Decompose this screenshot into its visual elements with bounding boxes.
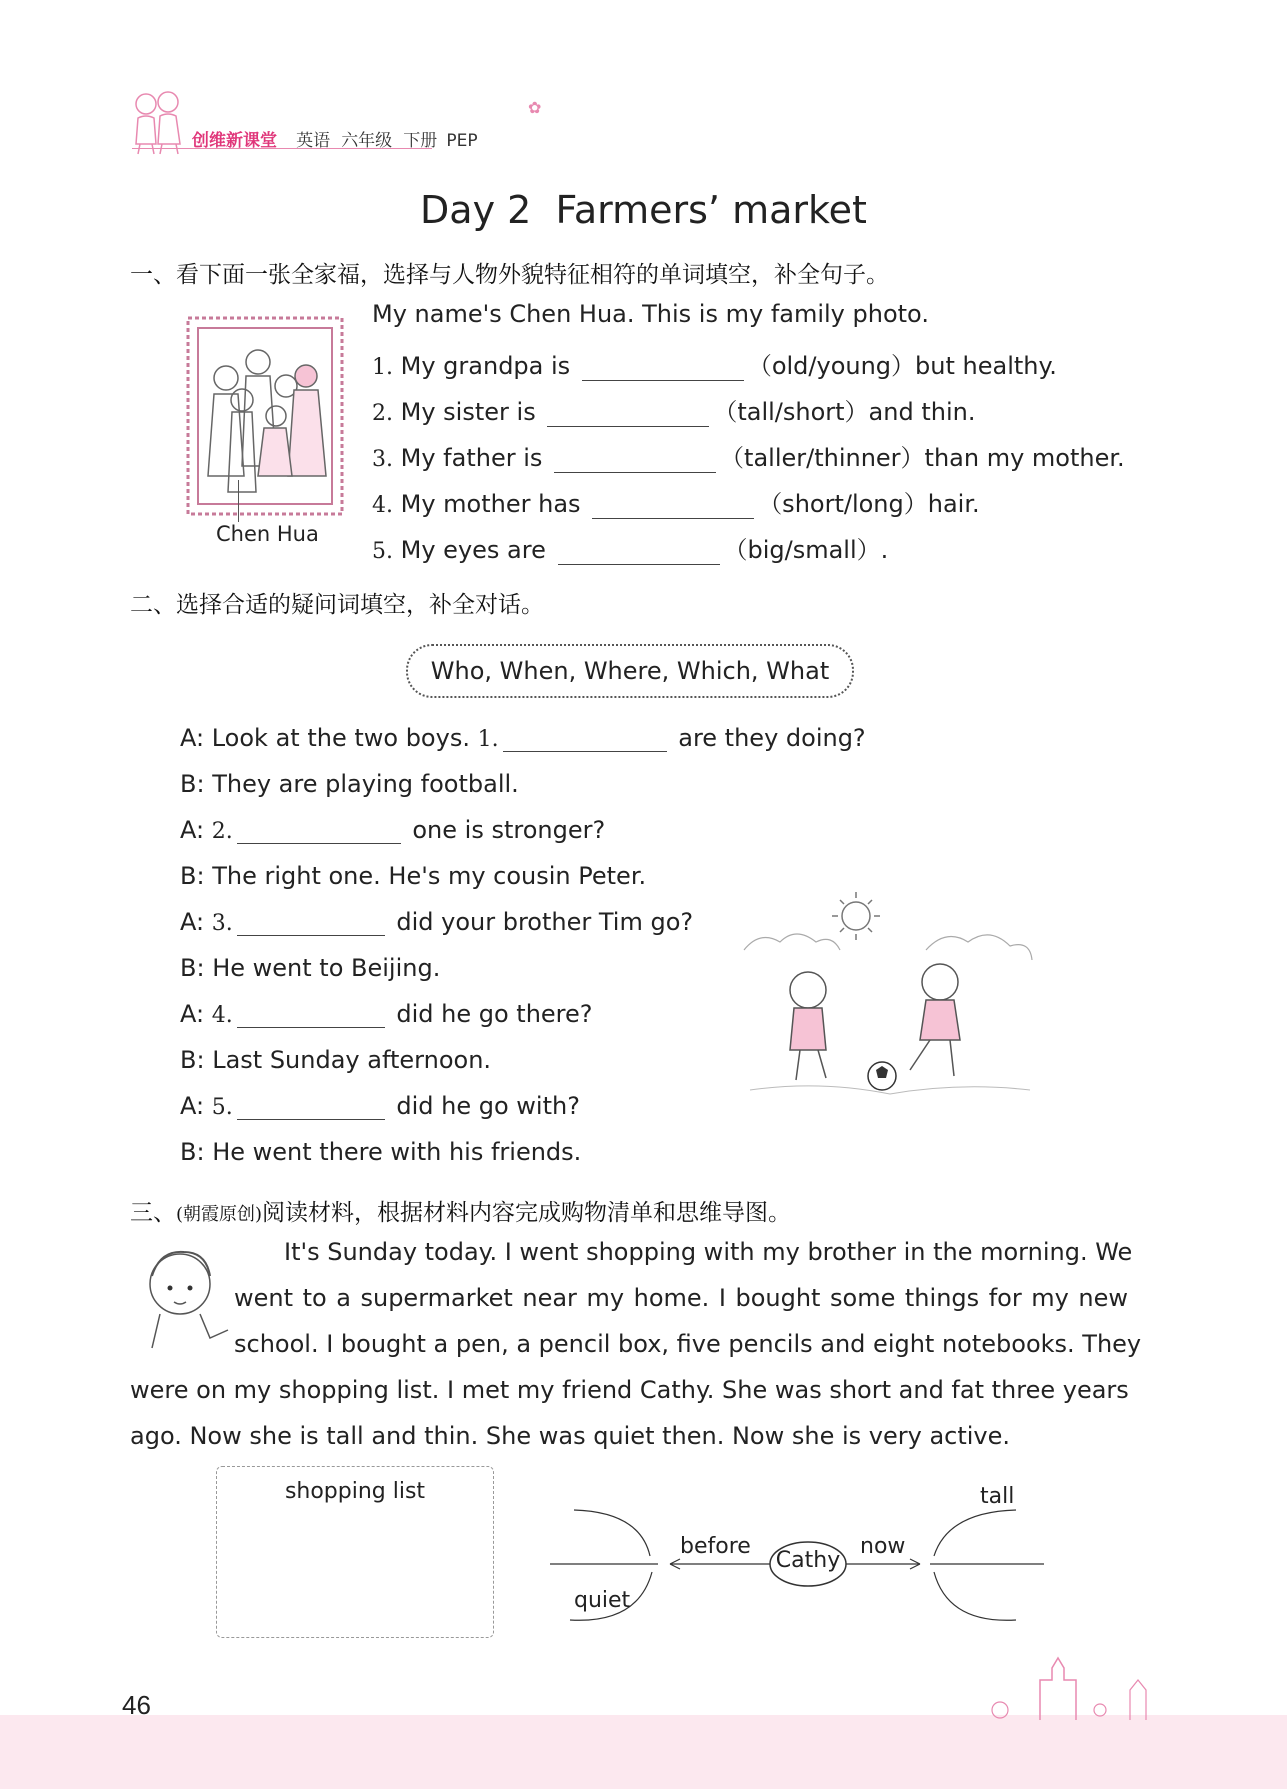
answer-blank-3[interactable] bbox=[554, 446, 716, 473]
question-4: 4. My mother has （short/long）hair. bbox=[372, 490, 980, 518]
caption-pointer bbox=[238, 480, 239, 522]
mindmap-center: Cathy bbox=[775, 1548, 841, 1573]
dialog-line-7: A: 4. did he go there? bbox=[180, 1000, 593, 1028]
header-volume: 下册 bbox=[403, 131, 438, 151]
shopping-list-box[interactable] bbox=[216, 1466, 494, 1638]
photo-caption: Chen Hua bbox=[216, 522, 319, 546]
kids-logo-icon bbox=[128, 88, 190, 156]
section2-heading: 二、选择合适的疑问词填空，补全对话。 bbox=[130, 592, 544, 618]
family-photo bbox=[186, 316, 344, 516]
dialog-line-5: A: 3. did your brother Tim go? bbox=[180, 908, 694, 936]
dialog-blank-1[interactable] bbox=[503, 725, 667, 752]
boy-portrait bbox=[140, 1240, 232, 1350]
answer-blank-1[interactable] bbox=[582, 354, 744, 381]
passage-line-3: school. I bought a pen, a pencil box, five pencils and eight notebooks. They bbox=[234, 1330, 1142, 1358]
answer-blank-4[interactable] bbox=[592, 492, 754, 519]
heading-tag: (朝霞原创) bbox=[176, 1204, 263, 1225]
football-illustration bbox=[740, 890, 1036, 1100]
answer-blank-5[interactable] bbox=[558, 538, 720, 565]
dialog-line-3: A: 2. one is stronger? bbox=[180, 816, 606, 844]
header-edition: PEP bbox=[446, 131, 478, 151]
mindmap-quiet: quiet bbox=[574, 1588, 631, 1613]
mindmap bbox=[540, 1476, 1060, 1636]
passage-line-4: were on my shopping list. I met my friend Cathy. She was short and fat three years bbox=[130, 1376, 1129, 1404]
question-3: 3. My father is （taller/thinner）than my mother. bbox=[372, 444, 1125, 472]
dialog-line-8: B: Last Sunday afternoon. bbox=[180, 1046, 492, 1074]
passage-line-5: ago. Now she is tall and thin. She was quiet then. Now she is very active. bbox=[130, 1422, 1011, 1450]
mindmap-now-label: now bbox=[860, 1534, 906, 1559]
castle-decoration-icon bbox=[960, 1650, 1160, 1720]
dialog-blank-5[interactable] bbox=[237, 1093, 385, 1120]
dialog-line-9: A: 5. did he go with? bbox=[180, 1092, 580, 1120]
passage-line-2: went to a supermarket near my home. I bought some things for my new bbox=[234, 1284, 1128, 1312]
dialog-line-6: B: He went to Beijing. bbox=[180, 954, 441, 982]
question-1: 1. My grandpa is （old/young）but healthy. bbox=[372, 352, 1057, 380]
question-5: 5. My eyes are （big/small）. bbox=[372, 536, 889, 564]
header-bar bbox=[192, 126, 478, 151]
mindmap-tall: tall bbox=[980, 1484, 1015, 1509]
dialog-line-4: B: The right one. He's my cousin Peter. bbox=[180, 862, 647, 890]
word-bank-text: Who, When, Where, Which, What bbox=[430, 657, 830, 685]
dialog-line-2: B: They are playing football. bbox=[180, 770, 519, 798]
dialog-line-1: A: Look at the two boys. 1. are they doing? bbox=[180, 724, 866, 752]
page-title: Day 2 Farmers’ market bbox=[420, 188, 867, 232]
dialog-line-10: B: He went there with his friends. bbox=[180, 1138, 582, 1166]
header-logo bbox=[128, 88, 190, 156]
dialog-blank-2[interactable] bbox=[237, 817, 401, 844]
header-grade: 六年级 bbox=[341, 131, 393, 151]
shopping-list-title: shopping list bbox=[284, 1479, 426, 1504]
page-number: 46 bbox=[122, 1690, 151, 1720]
word-bank bbox=[406, 644, 854, 698]
dialog-blank-4[interactable] bbox=[237, 1001, 385, 1028]
mindmap-before-label: before bbox=[680, 1534, 751, 1559]
section1-intro: My name's Chen Hua. This is my family photo. bbox=[372, 300, 929, 328]
flower-icon: ✿ bbox=[528, 98, 542, 117]
dialog-blank-3[interactable] bbox=[237, 909, 385, 936]
question-2: 2. My sister is （tall/short）and thin. bbox=[372, 398, 976, 426]
answer-blank-2[interactable] bbox=[547, 400, 709, 427]
section1-heading: 一、看下面一张全家福，选择与人物外貌特征相符的单词填空，补全句子。 bbox=[130, 262, 889, 288]
header-subject: 英语 bbox=[296, 131, 331, 151]
footer-band bbox=[0, 1715, 1287, 1789]
passage-line-1: It's Sunday today. I went shopping with my brother in the morning. We bbox=[284, 1238, 1133, 1266]
header-brand: 创维新课堂 bbox=[192, 131, 277, 151]
section3-heading: 三、(朝霞原创)阅读材料，根据材料内容完成购物清单和思维导图。 bbox=[130, 1200, 792, 1226]
